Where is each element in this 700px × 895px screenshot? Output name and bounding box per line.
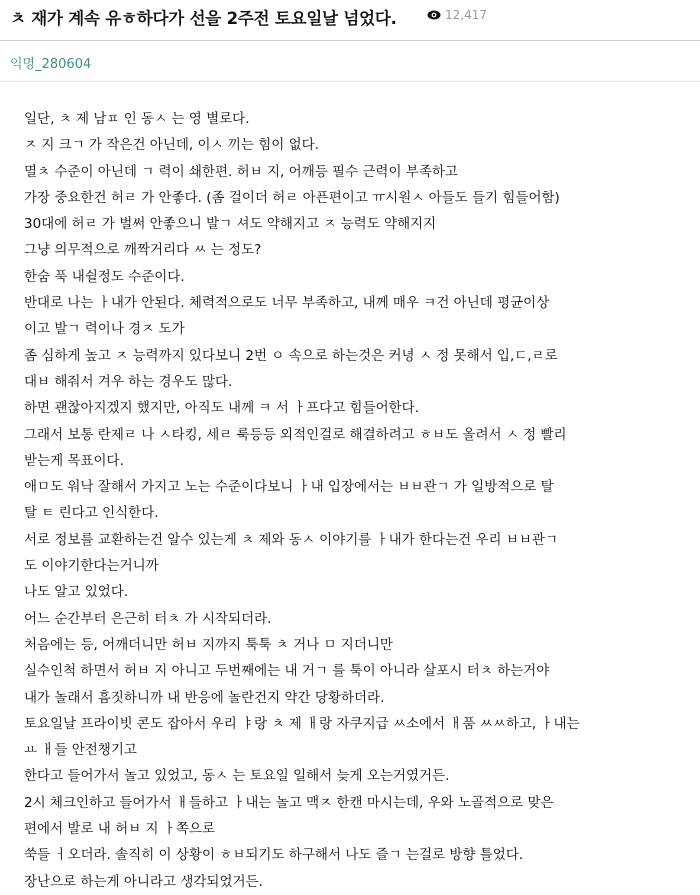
post-body-line: 이고 발ㄱ 력이나 경ㅈ 도가 <box>24 321 185 338</box>
post-body-line: 탈 ㅌ 린다고 인식한다. <box>24 505 159 522</box>
post-body-line: 반대로 나는 ㅏ내가 안된다. 체력적으로도 너무 부족하고, 내께 매우 ㅋ건 아닌데 평균이상 <box>24 295 550 312</box>
post-body-line: 쑥들 ㅓ오더라. 솔직히 이 상황이 ㅎㅂ되기도 하구해서 나도 즐ㄱ 는걸로 방향 틀었다. <box>24 847 524 864</box>
post-body-line: 내가 놀래서 흠짓하니까 내 반응에 놀란건지 약간 당황하더라. <box>24 689 385 706</box>
post-body-line: 하면 괜찮아지겠지 했지만, 아직도 내께 ㅋ 서 ㅏ프다고 힘들어한다. <box>24 400 420 417</box>
post-body-line: 멸ㅊ 수준이 아닌데 ㄱ 력이 쇄한편. 허ㅂ 지, 어깨등 필수 근력이 부족하고 <box>24 163 458 180</box>
author-divider <box>0 81 700 82</box>
post-body-line: 편에서 발로 내 허ㅂ 지 ㅏ쪽으로 <box>24 821 215 838</box>
post-body-line: ㅛ ㅐ들 안전챙기고 <box>24 742 137 759</box>
post-body-line: 서로 정보를 교환하는건 알수 있는게 ㅊ 제와 동ㅅ 이야기를 ㅏ내가 한다는건 우리 ㅂㅂ관ㄱ <box>24 531 559 548</box>
post-body-line: 애ㅁ도 워낙 잘해서 가지고 노는 수준이다보니 ㅏ내 입장에서는 ㅂㅂ관ㄱ 가 일방적으로 탈 <box>24 479 554 496</box>
post-body-line: 어느 순간부터 은근히 터ㅊ 가 시작되더라. <box>24 610 272 627</box>
post-body-line: 한숨 푹 내쉴정도 수준이다. <box>24 268 185 285</box>
post-body-line: 도 이야기한다는거니까 <box>24 558 159 575</box>
author-bar <box>0 41 700 81</box>
post-body-line: 그냥 의무적으로 깨짝거리다 ㅆ 는 정도? <box>24 242 262 259</box>
post-header <box>0 0 700 41</box>
view-count-value: 12,417 <box>445 8 487 22</box>
post-body-line: 좀 심하게 높고 ㅈ 능력까지 있다보니 2번 ㅇ 속으로 하는것은 커녕 ㅅ 정 못해서 입,ㄷ,ㄹ로 <box>24 347 558 364</box>
post-body-line: 받는게 목표이다. <box>24 452 124 469</box>
post-body-line: 일단, ㅊ 제 남ㅍ 인 동ㅅ 는 영 별로다. <box>24 111 250 127</box>
post-title: ㅊ 재가 계속 유ㅎ하다가 선을 2주전 토요일날 넘었다. <box>10 9 397 28</box>
post-body-line: 30대에 허ㄹ 가 벌써 안좋으니 발ㄱ 셔도 약해지고 ㅈ 능력도 약해지지 <box>24 216 437 233</box>
post-body-line: 토요일날 프라이빗 콘도 잡아서 우리 ㅑ랑 ㅊ 제 ㅐ랑 자쿠지급 ㅆ소에서 ㅐ품 ㅆㅆ하고, ㅏ내는 <box>24 715 580 732</box>
post-body-line: 가장 중요한건 허ㄹ 가 안좋다. (좀 걸이더 허ㄹ 아픈편이고 ㅠ시원ㅅ 아들도 들기 힘들어함) <box>24 189 560 206</box>
post-body-line: 처음에는 등, 어깨더니만 허ㅂ 지까지 툭툭 ㅊ 거나 ㅁ 지더니만 <box>24 636 393 653</box>
post-body-line: 그래서 보통 란제ㄹ 나 ㅅ타킹, 세ㄹ 룩등등 외적인걸로 해결하려고 ㅎㅂ도 올려서 ㅅ 정 빨리 <box>24 426 567 443</box>
post-body-line: 나도 알고 있었다. <box>24 584 129 601</box>
author-name[interactable]: 익명_280604 <box>10 57 92 72</box>
post-body-line: 2시 체크인하고 들어가서 ㅐ들하고 ㅏ내는 놀고 맥ㅈ 한캔 마시는데, 우와 노골적으로 맞은 <box>24 794 554 811</box>
post-body-line: ㅈ 지 크ㄱ 가 작은건 아닌데, 이ㅅ 끼는 힘이 없다. <box>24 137 319 154</box>
post-body-line: 한다고 들어가서 놀고 있었고, 동ㅅ 는 토요일 일해서 늦게 오는거였거든. <box>24 768 450 785</box>
post-body-line: 실수인척 하면서 허ㅂ 지 아니고 두번째에는 내 거ㄱ 를 툭이 아니라 살포시 터ㅊ 하는거야 <box>24 663 550 680</box>
post-body-line: 장난으로 하는게 아니라고 생각되었거든. <box>24 873 263 890</box>
post-body-line: 대ㅂ 해줘서 겨우 하는 경우도 많다. <box>24 373 233 390</box>
eye-icon <box>427 10 441 20</box>
view-count <box>427 8 487 22</box>
post-body <box>24 106 676 895</box>
